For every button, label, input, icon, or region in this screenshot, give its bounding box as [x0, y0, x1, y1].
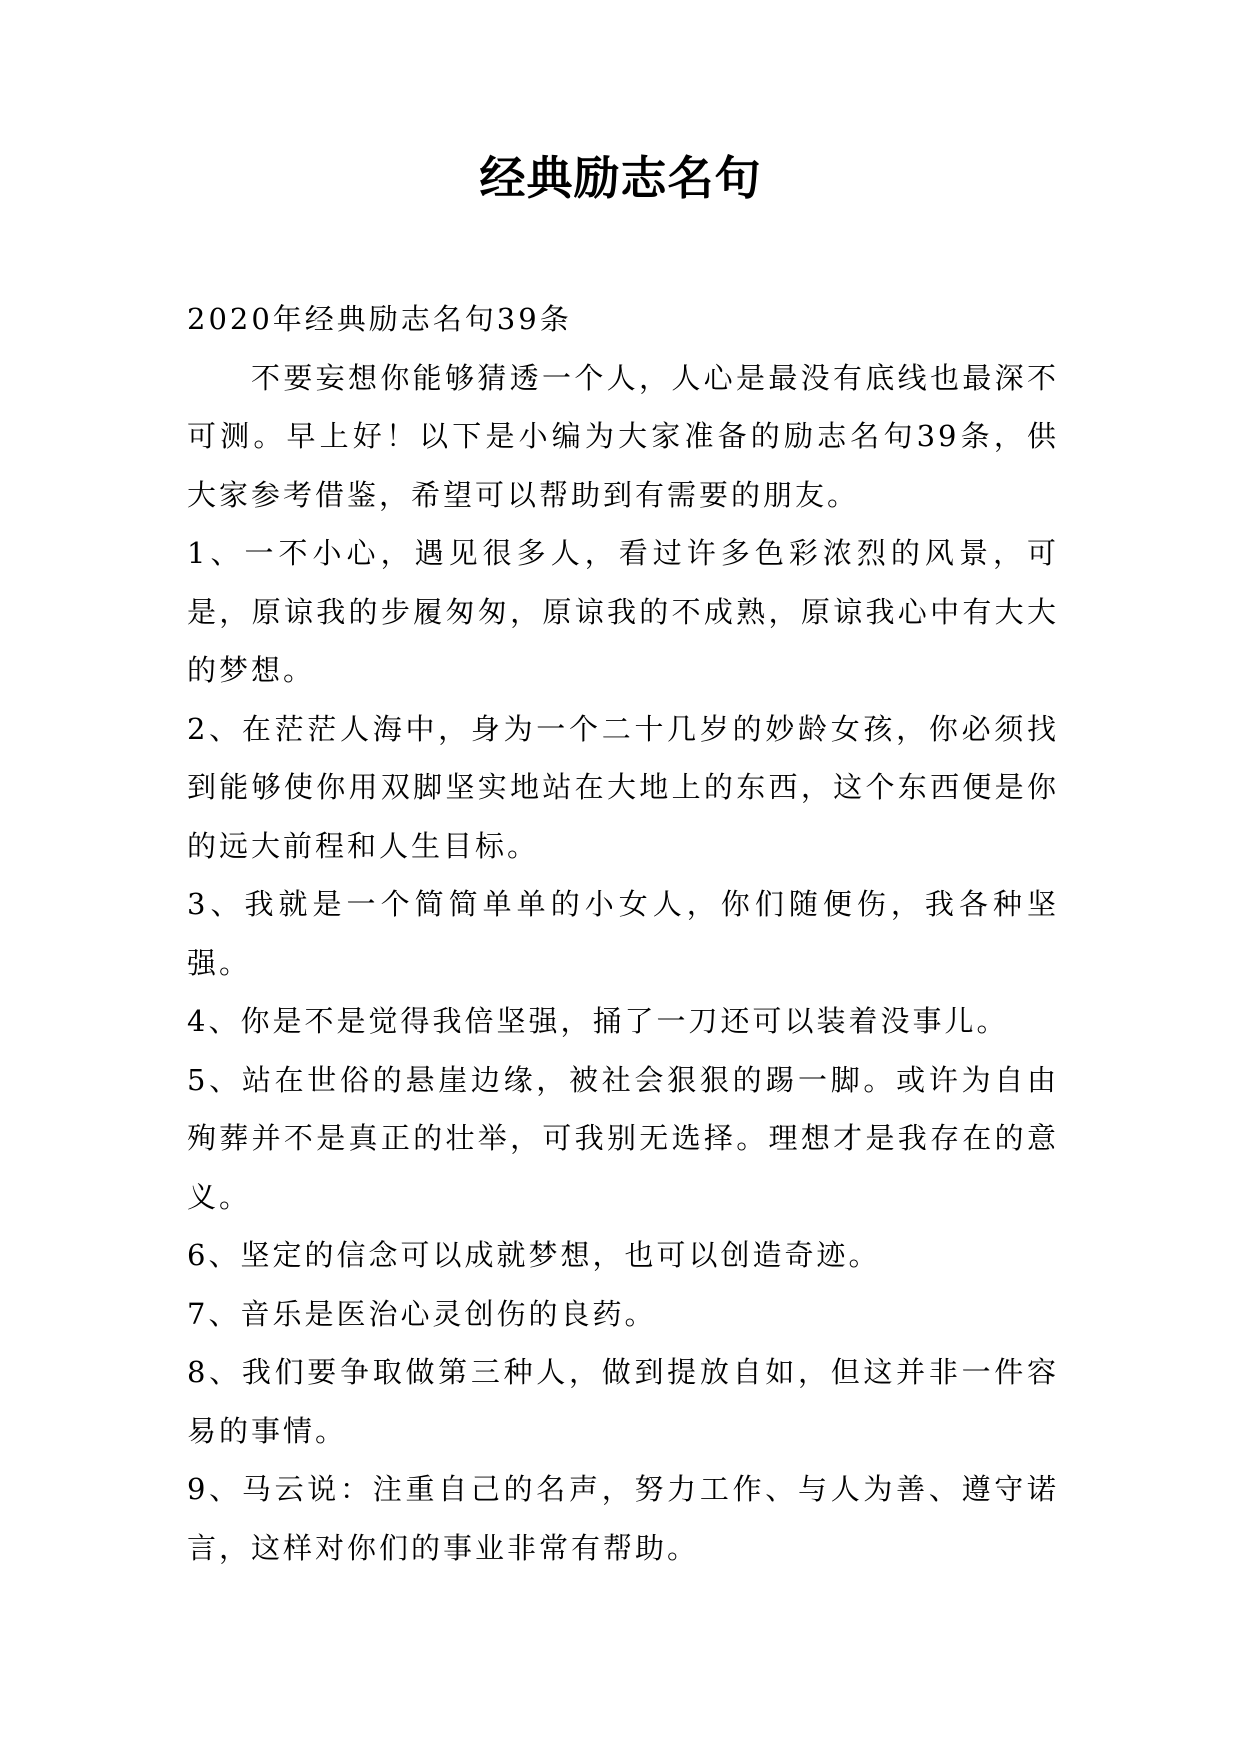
quote-item-3: 3、我就是一个简简单单的小女人，你们随便伤，我各种坚强。	[187, 887, 1059, 980]
quote-item-8: 8、我们要争取做第三种人，做到提放自如，但这并非一件容易的事情。	[187, 1355, 1059, 1448]
quote-item-6: 6、坚定的信念可以成就梦想，也可以创造奇迹。	[187, 1238, 881, 1272]
document-body	[187, 290, 1059, 1577]
quote-item-7: 7、音乐是医治心灵创伤的良药。	[187, 1296, 657, 1331]
quote-item-5: 5、站在世俗的悬崖边缘，被社会狠狠的踢一脚。或许为自由殉葬并不是真正的壮举，可我别无选择。理想才是我存在的意义。	[187, 1062, 1059, 1214]
intro-paragraph: 不要妄想你能够猜透一个人，人心是最没有底线也最深不可测。早上好！以下是小编为大家准备的励志名句39条，供大家参考借鉴，希望可以帮助到有需要的朋友。	[187, 360, 1059, 512]
subtitle: 2020年经典励志名句39条	[187, 302, 572, 336]
quote-item-1: 1、一不小心，遇见很多人，看过许多色彩浓烈的风景，可是，原谅我的步履匆匆，原谅我的不成熟，原谅我心中有大大的梦想。	[187, 536, 1059, 687]
quote-item-2: 2、在茫茫人海中，身为一个二十几岁的妙龄女孩，你必须找到能够使你用双脚坚实地站在大地上的东西，这个东西便是你的远大前程和人生目标。	[187, 711, 1059, 863]
quote-item-4: 4、你是不是觉得我倍坚强，捅了一刀还可以装着没事儿。	[187, 1004, 1009, 1038]
page-title: 经典励志名句	[479, 151, 762, 205]
quote-item-9: 9、马云说：注重自己的名声，努力工作、与人为善、遵守诺言，这样对你们的事业非常有帮助。	[187, 1472, 1059, 1565]
